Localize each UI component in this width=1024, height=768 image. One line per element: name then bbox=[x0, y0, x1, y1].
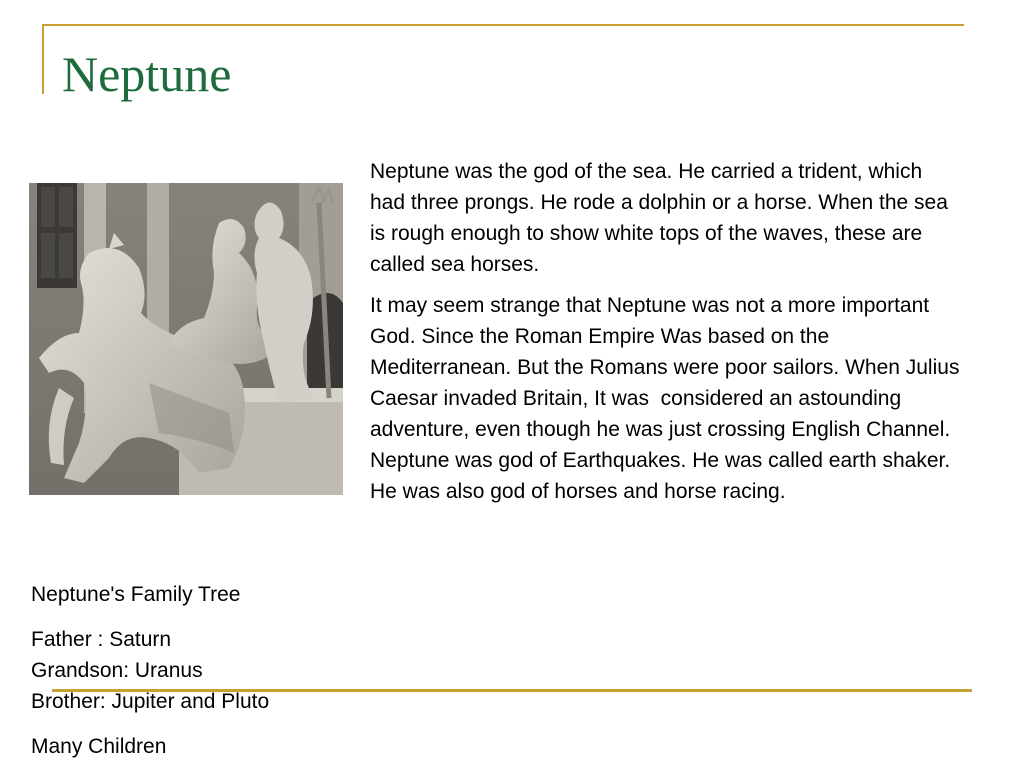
neptune-statue-photo bbox=[29, 183, 343, 495]
family-children: Many Children bbox=[31, 735, 167, 758]
family-tree bbox=[31, 579, 361, 762]
family-brother: Brother: Jupiter and Pluto bbox=[31, 690, 270, 713]
frame-left-line bbox=[42, 24, 44, 94]
body-paragraph-1: Neptune was the god of the sea. He carried a trident, which had three prongs. He rode a dolphin or a horse. When the sea is rough enough to show white tops of the waves, these are called sea horses. bbox=[370, 160, 954, 276]
body-paragraph-2: It may seem strange that Neptune was not a more important God. Since the Roman Empire Was based on the Mediterranean. But the Romans were poor sailors. When Julius Caesar invaded Britain, It was considered an astounding adventure, even though he was just crossing English Channel. Neptune was god of Earthquakes. He was called earth shaker. He was also god of horses and horse racing. bbox=[370, 294, 966, 503]
frame-top-line bbox=[42, 24, 964, 26]
slide-title: Neptune bbox=[62, 46, 232, 102]
family-tree-heading: Neptune's Family Tree bbox=[31, 583, 241, 606]
family-grandson: Grandson: Uranus bbox=[31, 659, 203, 682]
body-text bbox=[370, 156, 966, 517]
family-father: Father : Saturn bbox=[31, 628, 172, 651]
